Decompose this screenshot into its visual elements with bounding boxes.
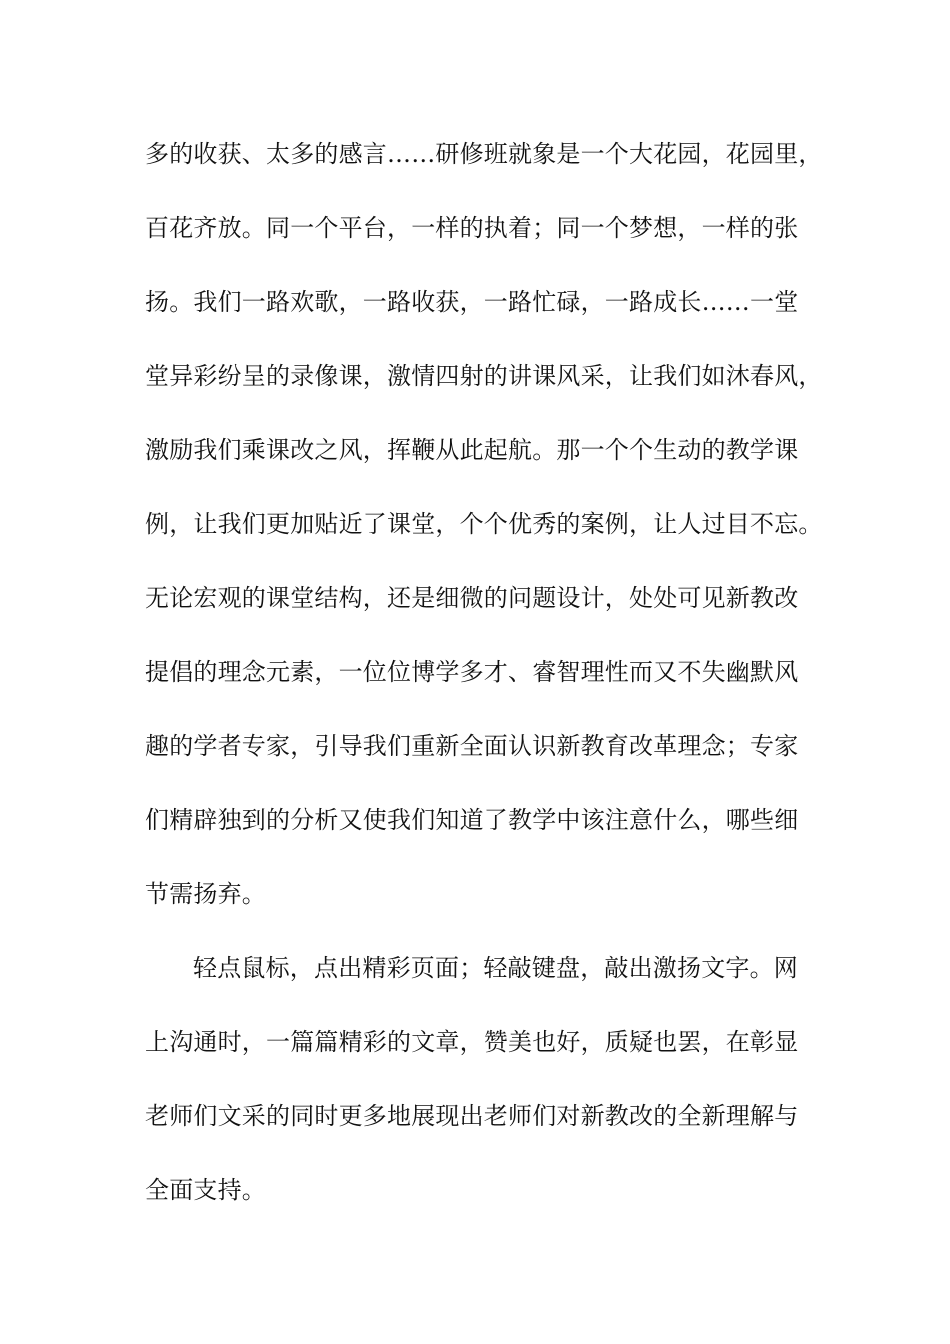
text-line: 百花齐放。同一个平台，一样的执着；同一个梦想，一样的张 xyxy=(145,214,799,242)
text-line: 们精辟独到的分析又使我们知道了教学中该注意什么，哪些细 xyxy=(145,806,799,834)
text-line: 上沟通时，一篇篇精彩的文章，赞美也好，质疑也罢，在彰显 xyxy=(145,1028,799,1056)
text-line: 无论宏观的课堂结构，还是细微的问题设计，处处可见新教改 xyxy=(145,584,799,612)
text-line: 激励我们乘课改之风，挥鞭从此起航。那一个个生动的教学课 xyxy=(145,436,799,464)
text-line: 全面支持。 xyxy=(145,1176,266,1204)
text-line: 提倡的理念元素，一位位博学多才、睿智理性而又不失幽默风 xyxy=(145,658,799,686)
text-line: 例，让我们更加贴近了课堂，个个优秀的案例，让人过目不忘。 xyxy=(145,510,823,538)
text-line: 堂异彩纷呈的录像课，激情四射的讲课风采，让我们如沐春风， xyxy=(145,362,823,390)
text-line: 趣的学者专家，引导我们重新全面认识新教育改革理念；专家 xyxy=(145,732,799,760)
text-line: 多的收获、太多的感言……研修班就象是一个大花园，花园里， xyxy=(145,140,823,168)
text-line: 扬。我们一路欢歌，一路收获，一路忙碌，一路成长……一堂 xyxy=(145,288,799,316)
paragraph-start-line: 轻点鼠标，点出精彩页面；轻敲键盘，敲出激扬文字。网 xyxy=(193,954,798,982)
text-line: 老师们文采的同时更多地展现出老师们对新教改的全新理解与 xyxy=(145,1102,799,1130)
text-line: 节需扬弃。 xyxy=(145,880,266,908)
